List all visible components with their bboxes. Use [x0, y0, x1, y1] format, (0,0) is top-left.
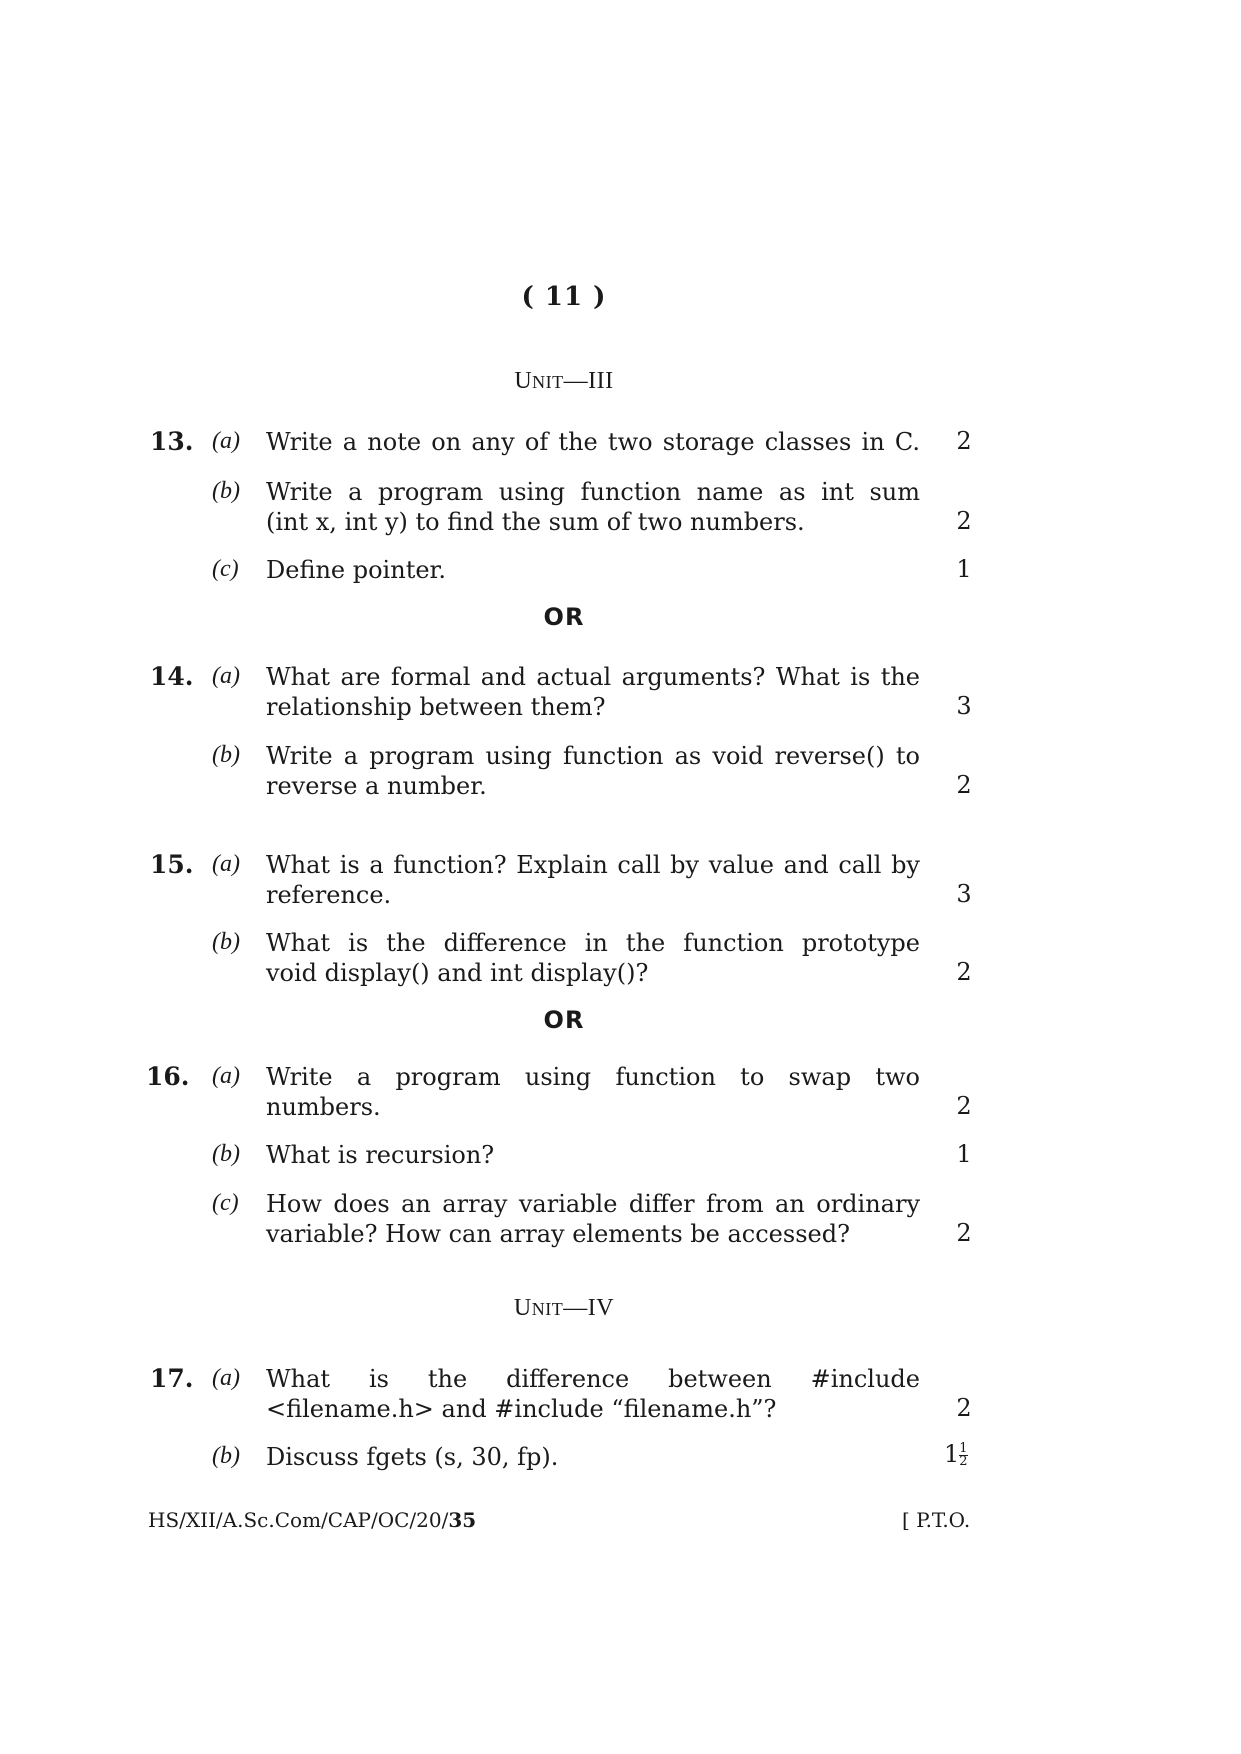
sub-label: (b): [212, 1141, 240, 1167]
question-text: What is the difference between #include <filename.h> and #include “filename.h”?: [266, 1365, 920, 1423]
question-number: 17.: [150, 1364, 194, 1393]
sub-label: (a): [212, 663, 240, 689]
sub-label: (a): [212, 428, 240, 454]
question-text: What are formal and actual arguments? What is the relationship between them?: [266, 663, 920, 721]
sub-label: (b): [212, 1443, 240, 1469]
question-text: Write a program using function name as int sum (int x, int y) to find the sum of two numbers.: [266, 478, 920, 536]
question-number: 14.: [150, 662, 194, 691]
question-text: Write a program using function to swap two numbers.: [266, 1063, 920, 1121]
or-separator: OR: [543, 1006, 585, 1034]
marks: 1: [956, 1140, 972, 1168]
question-text: How does an array variable differ from an ordinary variable? How can array elements be accessed?: [266, 1190, 920, 1248]
marks: 2: [956, 507, 972, 535]
question-text: Discuss fgets (s, 30, fp).: [266, 1443, 559, 1471]
marks: 3: [956, 692, 972, 720]
marks: 2: [956, 1219, 972, 1247]
sub-label: (a): [212, 1063, 240, 1089]
question-text: Define pointer.: [266, 556, 446, 584]
sub-label: (b): [212, 742, 240, 768]
marks-fraction: 1 $\frac{1}{2}$: [944, 1440, 968, 1469]
sub-label: (c): [212, 1190, 239, 1216]
sub-label: (b): [212, 929, 240, 955]
question-number: 16.: [146, 1062, 190, 1091]
question-text: What is recursion?: [266, 1141, 495, 1169]
question-number: 13.: [150, 427, 194, 456]
marks: 2: [956, 1092, 972, 1120]
marks: 3: [956, 880, 972, 908]
sub-label: (a): [212, 851, 240, 877]
unit-heading-iv: UNIT—IV: [513, 1295, 615, 1321]
or-separator: OR: [543, 603, 585, 631]
pto-label: [ P.T.O.: [902, 1508, 971, 1532]
marks: 2: [956, 958, 972, 986]
paper-code: HS/XII/A.Sc.Com/CAP/OC/20/35: [148, 1508, 477, 1532]
sub-label: (b): [212, 478, 240, 504]
question-text: Write a note on any of the two storage classes in C.: [266, 428, 920, 456]
marks: 2: [956, 1394, 972, 1422]
sub-label: (a): [212, 1365, 240, 1391]
marks: 2: [956, 771, 972, 799]
question-text: What is a function? Explain call by value and call by reference.: [266, 851, 920, 909]
marks: 2: [956, 427, 972, 455]
page-number: ( 11 ): [521, 282, 607, 312]
question-text: What is the difference in the function prototype void display() and int display()?: [266, 929, 920, 987]
sub-label: (c): [212, 556, 239, 582]
question-text: Write a program using function as void reverse() to reverse a number.: [266, 742, 920, 800]
marks: 1: [956, 555, 972, 583]
question-number: 15.: [150, 850, 194, 879]
unit-heading-iii: UNIT—III: [514, 368, 614, 394]
